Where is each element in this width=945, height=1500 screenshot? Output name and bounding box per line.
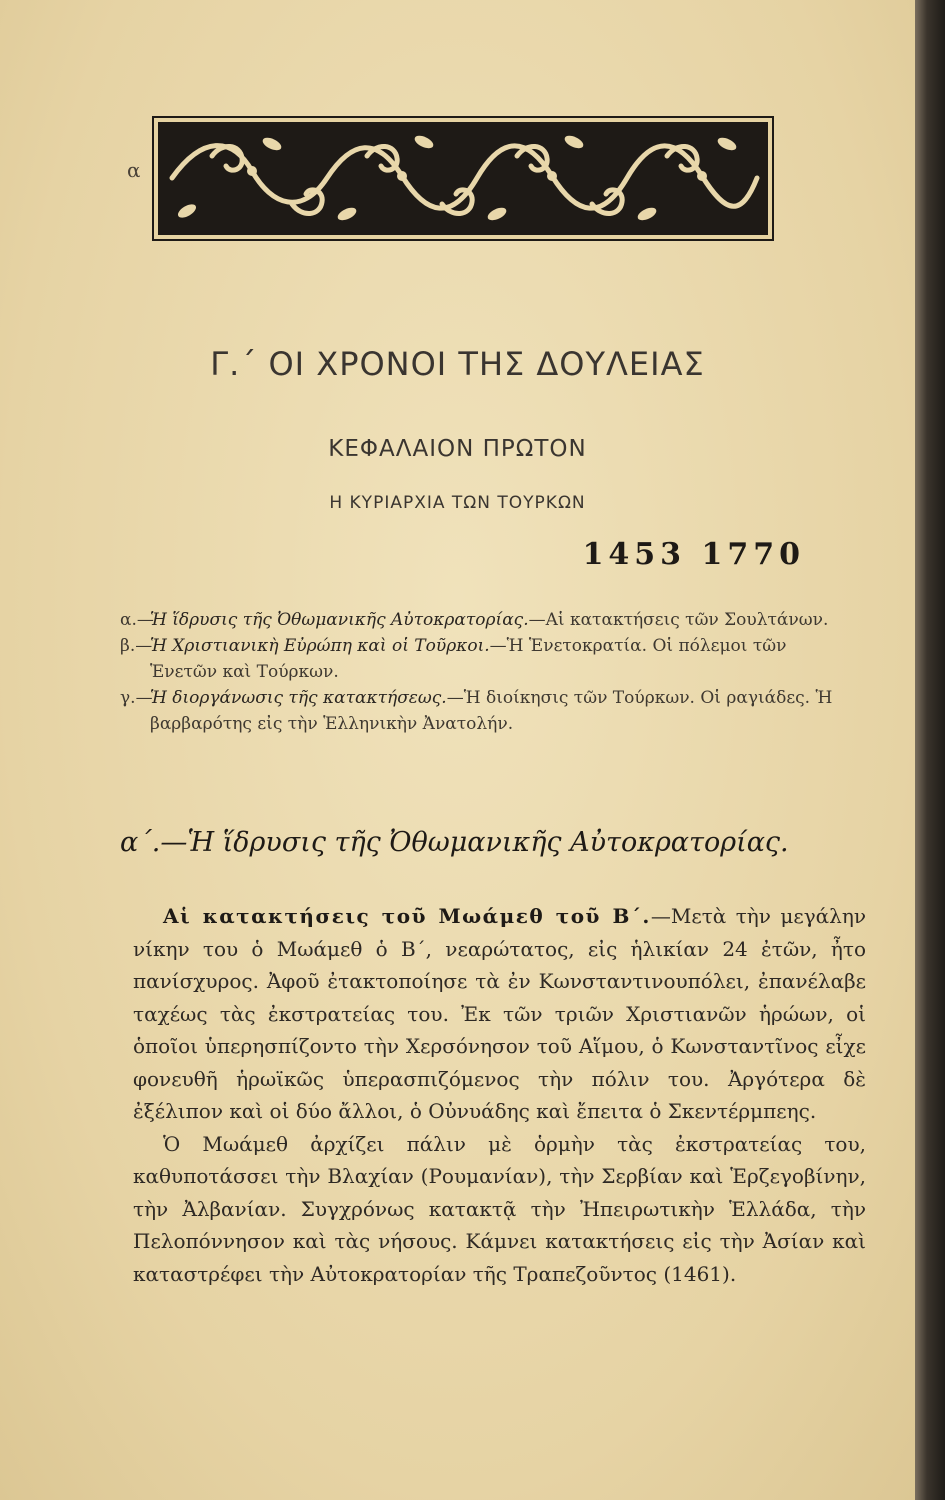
toc-entry <box>120 633 855 685</box>
book-spine <box>915 0 945 1500</box>
chapter-contents <box>120 607 855 737</box>
toc-text: —Αἱ κατακτήσεις τῶν Σουλτάνων. <box>528 610 829 630</box>
paragraph-text: —Μετὰ τὴν μεγάλην νίκην του ὁ Μωάμεθ ὁ Β΄, νεαρώτατος, εἰς ἡλικίαν 24 ἐτῶν, ἦτο πανίσχυρος. Ἀφοῦ ἐτακτοποίησε τὰ ἐν Κωνσταντινουπόλει, ἐπανέλαβε ταχέως τὰς ἐκστρατείας του. Ἐκ τῶν τριῶν Χριστιανῶν ἡρώων, οἱ ὁποῖοι ὑπερησπίζοντο τὴν Χερσόνησον τοῦ Αἵμου, ὁ Κωνσταντῖνος εἶχε φονευθῆ ἡρωϊκῶς ὑπερασπιζόμενος τὴν πόλιν του. Ἀργότερα δὲ ἐξέλιπον καὶ οἱ δύο ἄλλοι, ὁ Οὐνυάδης καὶ ἔπειτα ὁ Σκεντέρμπεης. <box>133 904 866 1123</box>
toc-heading: Ἡ Χριστιανικὴ Εὐρώπη καὶ οἱ Τοῦρκοι. <box>150 636 490 656</box>
paragraph: Ὁ Μωάμεθ ἀρχίζει πάλιν μὲ ὁρμὴν τὰς ἐκστρατείας του, καθυποτάσσει τὴν Βλαχίαν (Ρουμανίαν), τὴν Σερβίαν καὶ Ἑρζεγοβίνην, τὴν Ἀλβανίαν. Συγχρόνως κατακτᾷ τὴν Ἠπειρωτικὴν Ἑλλάδα, τὴν Πελοπόννησον καὶ τὰς νήσους. Κάμνει κατακτήσεις εἰς τὴν Ἀσίαν καὶ καταστρέφει τὴν Αὐτοκρατορίαν τῆς Τραπεζοῦντος (1461). <box>133 1131 866 1286</box>
paragraph <box>133 900 866 1128</box>
toc-text: —Ἡ Ἑνετοκρατία. Οἱ πόλεμοι τῶν Ἑνετῶν καὶ Τούρκων. <box>150 636 787 682</box>
toc-letter: γ.— <box>120 688 153 708</box>
toc-heading: Ἡ ἵδρυσις τῆς Ὀθωμανικῆς Αὐτοκρατορίας. <box>150 610 529 630</box>
part-title: Γ.΄ ΟΙ ΧΡΟΝΟΙ ΤΗΣ ΔΟΥΛΕΙΑΣ <box>210 345 705 383</box>
toc-entry <box>120 685 855 737</box>
toc-letter: β.— <box>120 636 153 656</box>
margin-mark: α <box>127 158 141 182</box>
date-range: 1453 1770 <box>582 537 805 572</box>
run-in-heading: Αἱ κατακτήσεις τοῦ Μωάμεθ τοῦ Β΄. <box>163 904 651 928</box>
ornamental-vine-banner-icon <box>152 116 774 241</box>
body-text <box>133 900 866 1290</box>
toc-entry <box>120 607 855 633</box>
toc-heading: Ἡ διοργάνωσις τῆς κατακτήσεως. <box>150 688 447 708</box>
chapter-subtitle: Η ΚΥΡΙΑΡΧΙΑ ΤΩΝ ΤΟΥΡΚΩΝ <box>329 493 586 513</box>
section-heading: α΄.—Ἡ ἵδρυσις τῆς Ὀθωμανικῆς Αὐτοκρατορίας. <box>120 827 789 858</box>
toc-letter: α.— <box>120 610 154 630</box>
toc-text: —Ἡ διοίκησις τῶν Τούρκων. Οἱ ραγιάδες. Ἡ βαρβαρότης εἰς τὴν Ἑλληνικὴν Ἀνατολήν. <box>150 688 833 734</box>
chapter-title: ΚΕΦΑΛΑΙΟΝ ΠΡΩΤΟΝ <box>328 436 587 462</box>
